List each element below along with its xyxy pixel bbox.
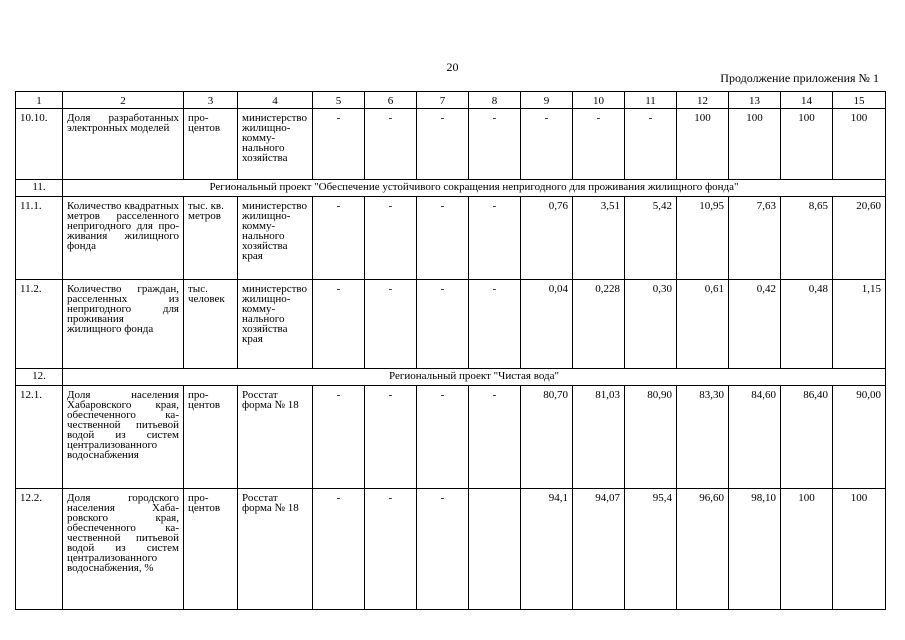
value-cell: - — [417, 489, 469, 610]
value-cell: - — [469, 197, 521, 280]
value-cell: 83,30 — [677, 386, 729, 489]
indicator-name: Доля городского населения Хабаровского края, обеспеченного качественной питьевой водой из систем централизованного водоснабжения, % — [63, 489, 184, 610]
section-title: Региональный проект "Чистая вода" — [63, 369, 886, 386]
column-number-cell: 3 — [184, 92, 238, 109]
value-cell: 20,60 — [833, 197, 886, 280]
unit-of-measure: процентов — [184, 489, 238, 610]
table-row — [16, 489, 886, 610]
value-cell: 0,61 — [677, 280, 729, 369]
column-number-cell: 9 — [521, 92, 573, 109]
value-cell: - — [365, 386, 417, 489]
page-number: 20 — [446, 60, 459, 74]
value-cell: 86,40 — [781, 386, 833, 489]
table-row — [16, 197, 886, 280]
table-body — [16, 92, 886, 610]
data-source: министерство жилищно-коммунального хозяйства — [238, 109, 313, 180]
column-number-cell: 1 — [16, 92, 63, 109]
value-cell: 100 — [677, 109, 729, 180]
value-cell: 0,04 — [521, 280, 573, 369]
value-cell: 0,30 — [625, 280, 677, 369]
value-cell: 94,07 — [573, 489, 625, 610]
value-cell: 90,00 — [833, 386, 886, 489]
value-cell: - — [313, 280, 365, 369]
row-number: 12.2. — [16, 489, 63, 610]
value-cell: - — [365, 280, 417, 369]
column-number-cell: 15 — [833, 92, 886, 109]
data-source: министерство жилищно-коммунального хозяйства края — [238, 280, 313, 369]
data-source: Росстат форма № 18 — [238, 489, 313, 610]
value-cell: 8,65 — [781, 197, 833, 280]
indicator-name: Доля разработанных электронных моделей — [63, 109, 184, 180]
section-title: Региональный проект "Обеспечение устойчивого сокращения непригодного для проживания жилищного фонда" — [63, 180, 886, 197]
value-cell: - — [625, 109, 677, 180]
value-cell: 0,228 — [573, 280, 625, 369]
value-cell: 1,15 — [833, 280, 886, 369]
value-cell: 3,51 — [573, 197, 625, 280]
column-number-cell: 6 — [365, 92, 417, 109]
table-row — [16, 386, 886, 489]
value-cell: 84,60 — [729, 386, 781, 489]
data-source: министерство жилищно-коммунального хозяйства края — [238, 197, 313, 280]
value-cell: - — [417, 280, 469, 369]
value-cell: - — [573, 109, 625, 180]
column-number-cell: 4 — [238, 92, 313, 109]
value-cell: 80,70 — [521, 386, 573, 489]
value-cell: - — [469, 280, 521, 369]
row-number: 12.1. — [16, 386, 63, 489]
section-number: 12. — [16, 369, 63, 386]
unit-of-measure: тыс. человек — [184, 280, 238, 369]
value-cell: 80,90 — [625, 386, 677, 489]
unit-of-measure: процентов — [184, 386, 238, 489]
value-cell: - — [313, 386, 365, 489]
row-number: 11.1. — [16, 197, 63, 280]
value-cell: - — [417, 197, 469, 280]
value-cell: - — [417, 109, 469, 180]
section-row — [16, 180, 886, 197]
indicator-name: Доля населения Хабаровского края, обеспеченного качественной питьевой водой из систем централизованного водоснабжения — [63, 386, 184, 489]
column-number-cell: 5 — [313, 92, 365, 109]
indicator-name: Количество квадратных метров расселенного непригодного для проживания жилищного фонда — [63, 197, 184, 280]
column-number-cell: 8 — [469, 92, 521, 109]
value-cell: 94,1 — [521, 489, 573, 610]
value-cell: 98,10 — [729, 489, 781, 610]
value-cell: - — [365, 109, 417, 180]
value-cell: 81,03 — [573, 386, 625, 489]
value-cell: - — [365, 197, 417, 280]
value-cell: 100 — [781, 109, 833, 180]
value-cell: 100 — [729, 109, 781, 180]
value-cell: - — [469, 109, 521, 180]
table-row — [16, 280, 886, 369]
value-cell: - — [313, 489, 365, 610]
value-cell: 10,95 — [677, 197, 729, 280]
column-number-cell: 11 — [625, 92, 677, 109]
value-cell: - — [469, 386, 521, 489]
value-cell: 0,42 — [729, 280, 781, 369]
value-cell: 100 — [833, 489, 886, 610]
section-row — [16, 369, 886, 386]
value-cell: 95,4 — [625, 489, 677, 610]
column-number-cell: 10 — [573, 92, 625, 109]
row-number: 10.10. — [16, 109, 63, 180]
value-cell: 100 — [833, 109, 886, 180]
value-cell: - — [417, 386, 469, 489]
indicator-table — [15, 91, 886, 610]
table-row — [16, 109, 886, 180]
value-cell: - — [521, 109, 573, 180]
value-cell: 100 — [781, 489, 833, 610]
value-cell: - — [313, 109, 365, 180]
column-number-row — [16, 92, 886, 109]
data-source: Росстат форма № 18 — [238, 386, 313, 489]
column-number-cell: 13 — [729, 92, 781, 109]
column-number-cell: 14 — [781, 92, 833, 109]
value-cell: - — [313, 197, 365, 280]
value-cell: 96,60 — [677, 489, 729, 610]
value-cell: 0,48 — [781, 280, 833, 369]
row-number: 11.2. — [16, 280, 63, 369]
value-cell: 7,63 — [729, 197, 781, 280]
value-cell: 5,42 — [625, 197, 677, 280]
value-cell: 0,76 — [521, 197, 573, 280]
unit-of-measure: тыс. кв. метров — [184, 197, 238, 280]
column-number-cell: 12 — [677, 92, 729, 109]
value-cell — [469, 489, 521, 610]
continuation-note: Продолжение приложения № 1 — [720, 71, 879, 85]
value-cell: - — [365, 489, 417, 610]
unit-of-measure: процентов — [184, 109, 238, 180]
indicator-name: Количество граждан, расселенных из непригодного для проживания жилищного фонда — [63, 280, 184, 369]
column-number-cell: 2 — [63, 92, 184, 109]
section-number: 11. — [16, 180, 63, 197]
column-number-cell: 7 — [417, 92, 469, 109]
